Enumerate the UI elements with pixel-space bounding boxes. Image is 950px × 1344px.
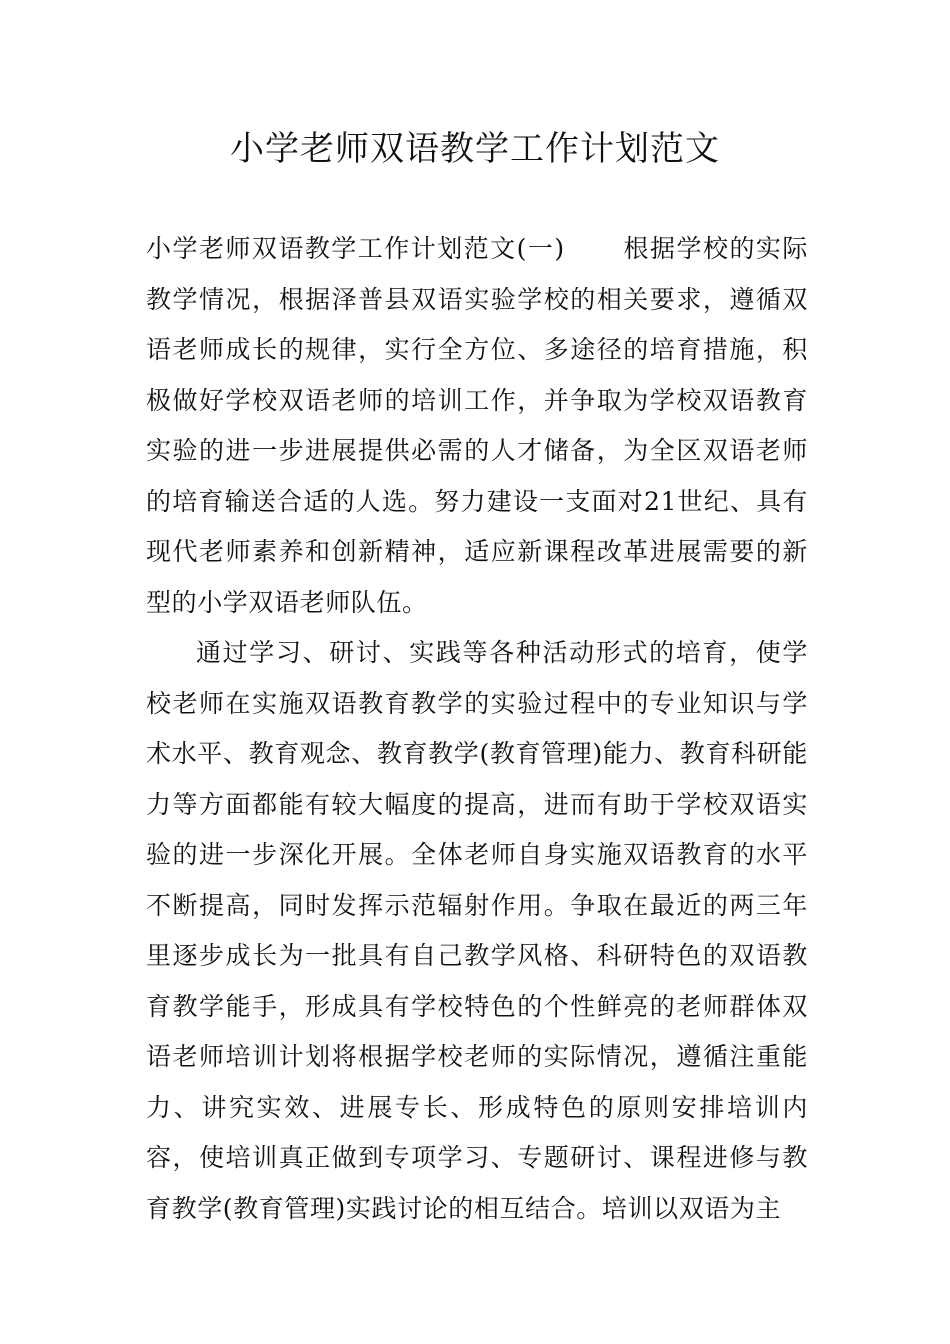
document-body <box>146 224 808 1234</box>
paragraph-1-text: 根据学校的实际教学情况，根据泽普县双语实验学校的相关要求，遵循双语老师成长的规律，实行全方位、多途径的培育措施，积极做好学校双语老师的培训工作，并争取为学校双语教育实验的进一步进展提供必需的人才储备，为全区双语老师的培育输送合适的人选。努力建设一支面对21世纪、具有现代老师素养和创新精神，适应新课程改革进展需要的新型的小学双语老师队伍。 <box>146 234 808 617</box>
document-title: 小学老师双语教学工作计划范文 <box>230 129 720 169</box>
paragraph-1 <box>146 224 808 628</box>
paragraph-2: 通过学习、研讨、实践等各种活动形式的培育，使学校老师在实施双语教育教学的实验过程中的专业知识与学术水平、教育观念、教育教学(教育管理)能力、教育科研能力等方面都能有较大幅度的提高，进而有助于学校双语实验的进一步深化开展。全体老师自身实施双语教育的水平不断提高，同时发挥示范辐射作用。争取在最近的两三年里逐步成长为一批具有自己教学风格、科研特色的双语教育教学能手，形成具有学校特色的个性鲜亮的老师群体双语老师培训计划将根据学校老师的实际情况，遵循注重能力、讲究实效、进展专长、形成特色的原则安排培训内容，使培训真正做到专项学习、专题研讨、课程进修与教育教学(教育管理)实践讨论的相互结合。培训以双语为主 <box>146 638 808 1223</box>
section-heading: 小学老师双语教学工作计划范文(一) <box>146 234 565 263</box>
